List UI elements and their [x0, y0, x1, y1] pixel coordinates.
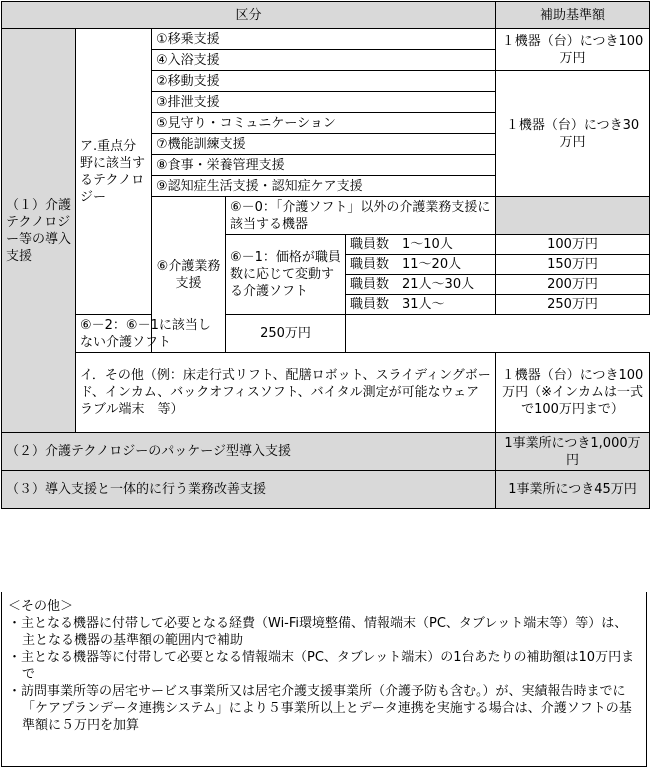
tier-amount: 100万円 — [496, 235, 650, 255]
notes-box — [1, 592, 647, 767]
note-item: ・訪問事業所等の居宅サービス事業所又は居宅介護支援事業所（介護予防も含む。）が、実績報告時までに「ケアプランデータ連携システム」により５事業所以上とデータ連携を実施する場合は、介護ソフトの基準額に５万円を加算 — [8, 684, 632, 733]
amount-100-per-device: １機器（台）につき100万円 — [496, 29, 650, 71]
item-mobility-support: ②移動支援 — [152, 71, 496, 92]
tier-label: 職員数 31人～ — [346, 295, 496, 315]
section3-amount: 1事業所につき45万円 — [496, 471, 650, 509]
tier-label: 職員数 1～10人 — [346, 235, 496, 255]
section2-amount: 1事業所につき1,000万円 — [496, 433, 650, 471]
category-i-label: イ．その他（例：床走行式リフト、配膳ロボット、スライディングボード、インカム、バックオフィスソフト、バイタル測定が可能なウェアラブル端末 等） — [76, 353, 496, 433]
item-meal-nutrition: ⑧食事・栄養管理支援 — [152, 155, 496, 176]
notes-title: ＜その他＞ — [8, 599, 74, 614]
tier-amount: 200万円 — [496, 275, 650, 295]
sub-6-1-label: ⑥－1：価格が職員数に応じて変動する介護ソフト — [226, 235, 346, 315]
item-functional-training: ⑦機能訓練支援 — [152, 134, 496, 155]
item-care-work-support: ⑥介護業務支援 — [152, 197, 226, 353]
section1-label: （１）介護テクノロジー等の導入支援 — [2, 29, 76, 433]
note-item: ・主となる機器に付帯して必要となる経費（Wi-Fi環境整備、情報端末（PC、タブレット端末等）等）は、主となる機器の基準額の範囲内で補助 — [8, 616, 628, 648]
item-monitoring-communication: ⑤見守り・コミュニケーション — [152, 113, 496, 134]
sub-6-2-amount: 250万円 — [226, 315, 346, 353]
section3-label: （３）導入支援と一体的に行う業務改善支援 — [2, 471, 496, 509]
tier-amount: 150万円 — [496, 255, 650, 275]
tier-amount: 250万円 — [496, 295, 650, 315]
item-dementia-support: ⑨認知症生活支援・認知症ケア支援 — [152, 176, 496, 197]
tier-label: 職員数 21人～30人 — [346, 275, 496, 295]
category-i-amount: １機器（台）につき100万円（※インカムは一式で100万円まで） — [496, 353, 650, 433]
amount-30-per-device: １機器（台）につき30万円 — [496, 71, 650, 197]
section2-label: （２）介護テクノロジーのパッケージ型導入支援 — [2, 433, 496, 471]
sub-6-2-label: ⑥－2：⑥－1に該当しない介護ソフト — [76, 315, 226, 353]
sub-6-0-label: ⑥－0：「介護ソフト」以外の介護業務支援に該当する機器 — [226, 197, 496, 235]
item-transfer-support: ①移乗支援 — [152, 29, 496, 50]
item-excretion-support: ③排泄支援 — [152, 92, 496, 113]
sub-6-0-amount-blank — [496, 197, 650, 235]
subsidy-table — [1, 1, 650, 509]
header-amount: 補助基準額 — [496, 2, 650, 29]
item-bathing-support: ④入浴支援 — [152, 50, 496, 71]
category-a-label: ア.重点分野に該当するテクノロジー — [76, 29, 152, 315]
header-category: 区分 — [2, 2, 496, 29]
note-item: ・主となる機器等に付帯して必要となる情報端末（PC、タブレット端末）の1台あたりの補助額は10万円まで — [8, 650, 635, 682]
tier-label: 職員数 11～20人 — [346, 255, 496, 275]
